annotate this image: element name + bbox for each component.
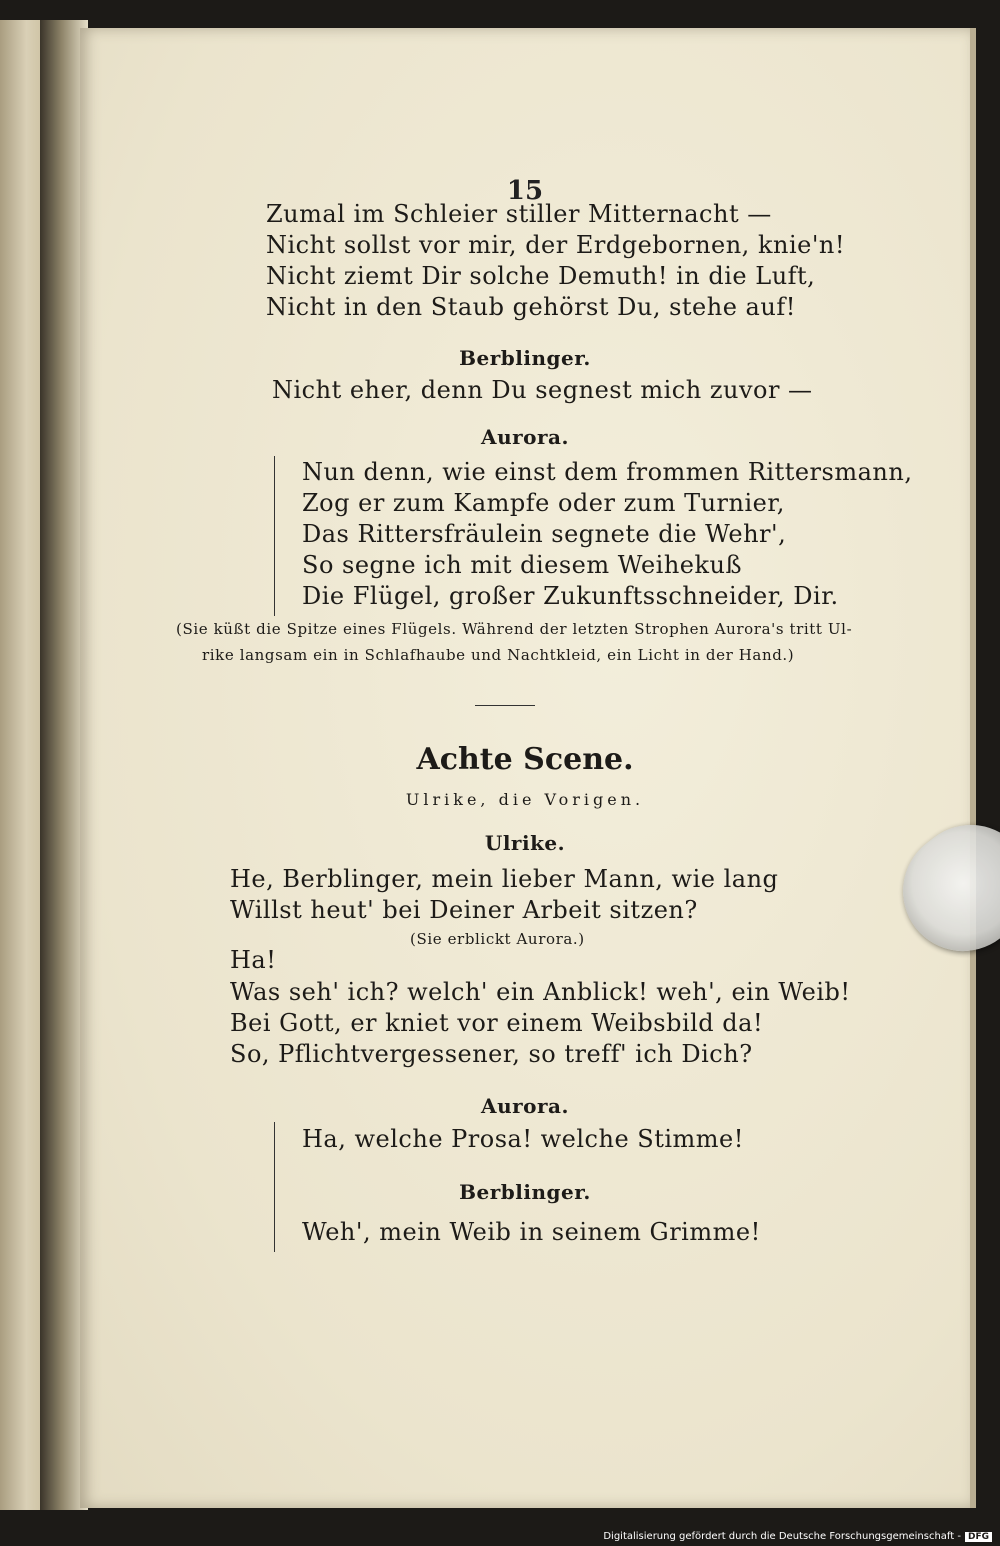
speaker-name: Berblinger. <box>459 1180 591 1204</box>
verse-line: So, Pflichtvergessener, so treff' ich Dich? <box>230 1040 753 1068</box>
footer-text: Digitalisierung gefördert durch die Deutsche Forschungsgemeinschaft - <box>603 1531 961 1542</box>
verse-line: He, Berblinger, mein lieber Mann, wie lang <box>230 865 779 893</box>
page-number: 15 <box>506 176 544 206</box>
verse-line: Weh', mein Weib in seinem Grimme! <box>302 1218 761 1246</box>
speaker-name: Berblinger. <box>459 346 591 370</box>
verse-line: So segne ich mit diesem Weihekuß <box>302 551 743 579</box>
verse-line: Ha, welche Prosa! welche Stimme! <box>302 1125 744 1153</box>
verse-line: Bei Gott, er kniet vor einem Weibsbild da! <box>230 1009 764 1037</box>
stage-direction: (Sie küßt die Spitze eines Flügels. Während der letzten Strophen Aurora's tritt Ul- <box>176 620 853 638</box>
verse-line: Was seh' ich? welch' ein Anblick! weh', ein Weib! <box>230 978 851 1006</box>
dfg-logo: DFG <box>965 1532 992 1542</box>
verse-line: Nicht sollst vor mir, der Erdgebornen, knie'n! <box>266 231 846 259</box>
verse-line: Nicht eher, denn Du segnest mich zuvor — <box>272 376 813 404</box>
verse-line: Nicht in den Staub gehörst Du, stehe auf! <box>266 293 796 321</box>
scene-title: Achte Scene. <box>416 742 634 777</box>
speaker-name: Aurora. <box>481 1094 569 1118</box>
verse-line: Nicht ziemt Dir solche Demuth! in die Luft, <box>266 262 816 290</box>
verse-line: Zumal im Schleier stiller Mitternacht — <box>266 200 772 228</box>
book-page <box>80 28 970 1508</box>
section-divider <box>475 705 535 706</box>
stage-direction: rike langsam ein in Schlafhaube und Nachtkleid, ein Licht in der Hand.) <box>202 646 795 664</box>
footer-credit <box>603 1531 992 1542</box>
verse-line: Ha! <box>230 946 277 974</box>
verse-bracket <box>274 456 275 616</box>
verse-line: Das Rittersfräulein segnete die Wehr', <box>302 520 787 548</box>
verse-line: Willst heut' bei Deiner Arbeit sitzen? <box>230 896 698 924</box>
verse-line: Die Flügel, großer Zukunftsschneider, Dir. <box>302 582 839 610</box>
page-edge <box>970 28 976 1508</box>
stage-direction: (Sie erblickt Aurora.) <box>410 930 585 948</box>
scene-persons: Ulrike, die Vorigen. <box>405 790 645 809</box>
verse-line: Nun denn, wie einst dem frommen Rittersmann, <box>302 458 913 486</box>
speaker-name: Aurora. <box>481 425 569 449</box>
verse-line: Zog er zum Kampfe oder zum Turnier, <box>302 489 785 517</box>
speaker-name: Ulrike. <box>484 831 566 855</box>
